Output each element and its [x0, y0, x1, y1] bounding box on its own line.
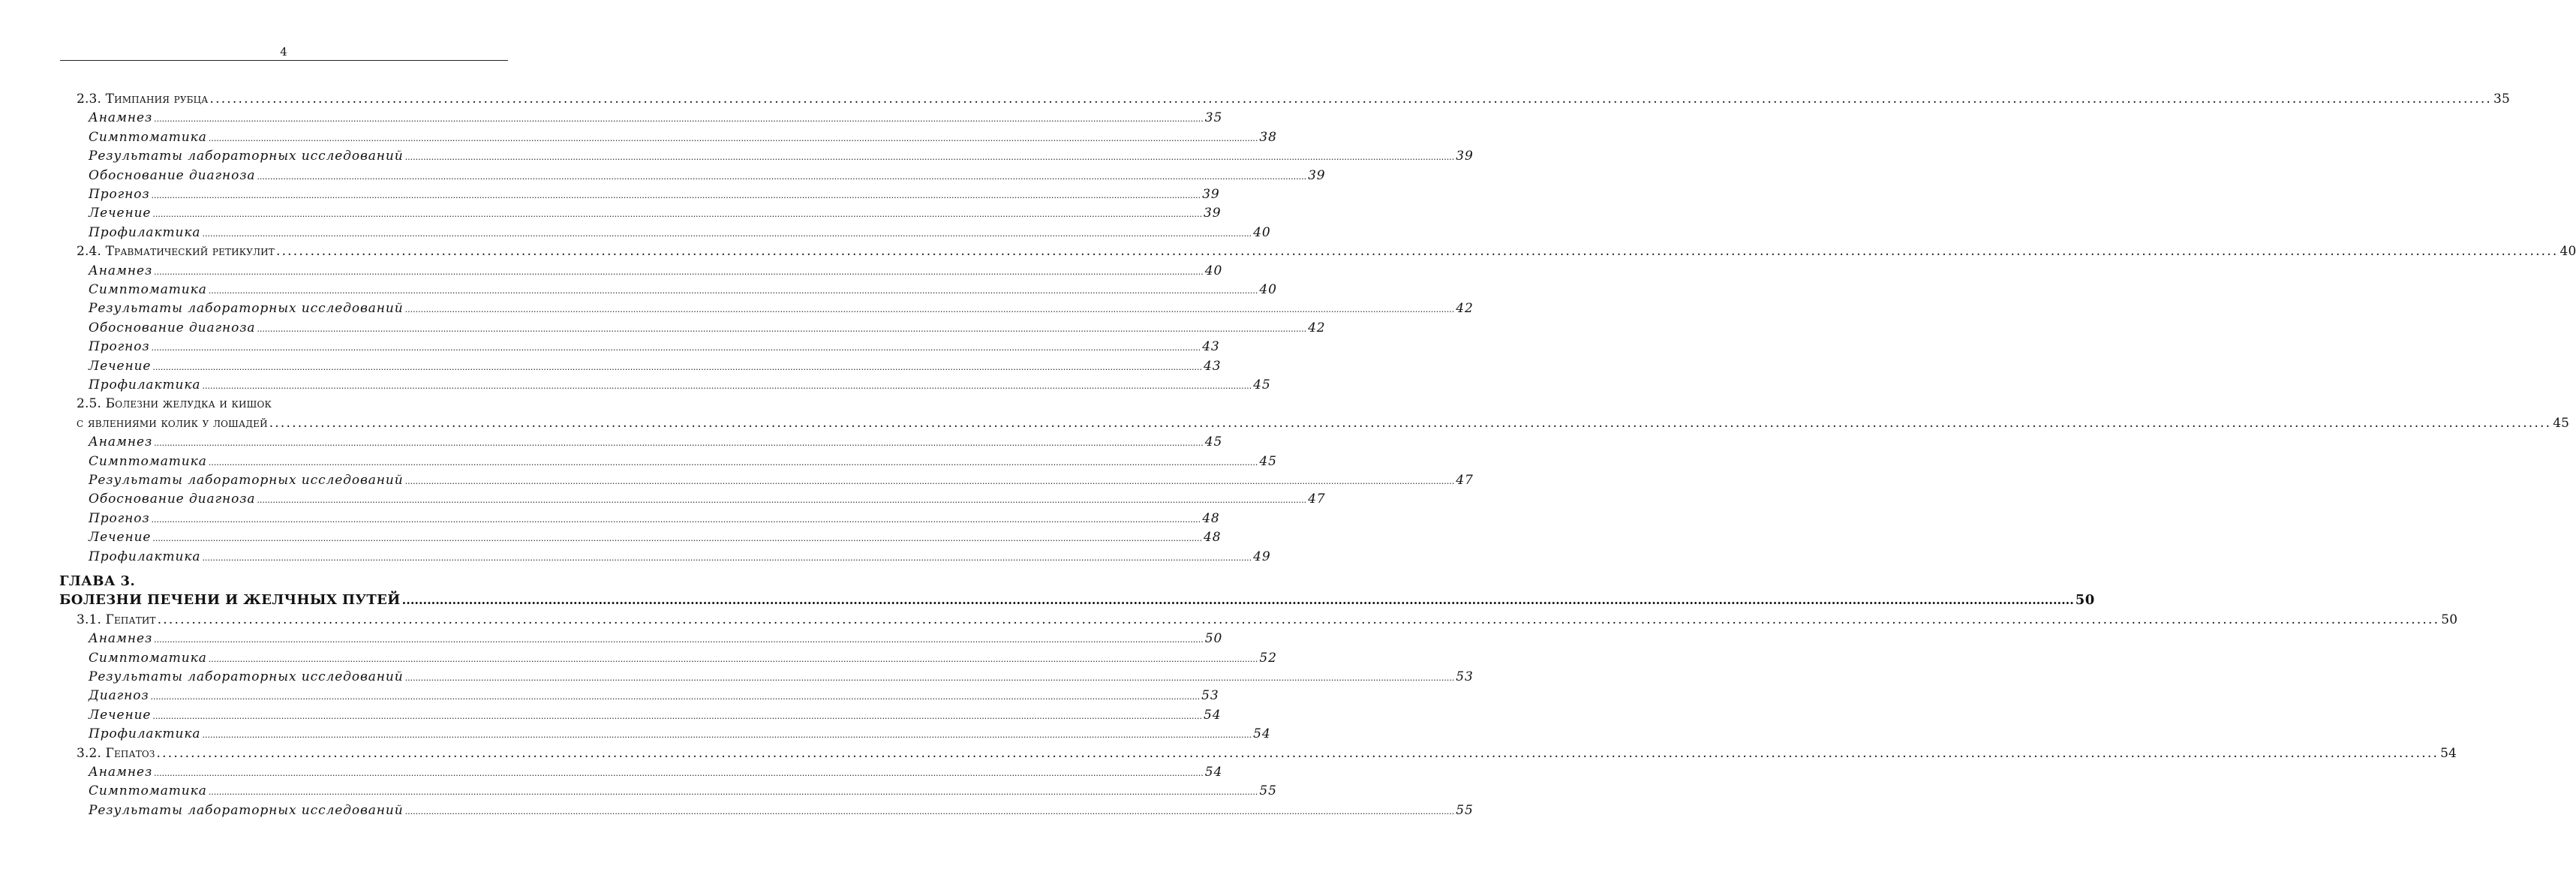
- dot-leader: ................................................................................................................................................................................................................................................................................................................................................................................................................: [152, 209, 1203, 220]
- toc-subsection-entry: [89, 800, 1474, 819]
- page-ref: 43: [1204, 358, 1222, 374]
- subsection-title: Симптоматика: [89, 783, 207, 799]
- dot-leader: ................................................................................................................................................................................................................................................................................................................................................................................................................: [401, 593, 2074, 608]
- subsection-title: Прогноз: [89, 187, 150, 202]
- toc-subsection-entry: [89, 527, 1222, 546]
- page-ref: 39: [1202, 187, 1220, 202]
- dot-leader: ................................................................................................................................................................................................................................................................................................................................................................................................................: [208, 133, 1258, 143]
- subsection-title: Профилактика: [89, 726, 201, 742]
- subsection-title: Лечение: [89, 206, 152, 221]
- subsection-title: Диагноз: [89, 688, 149, 704]
- subsection-title: Профилактика: [89, 224, 201, 240]
- toc-section-entry: [77, 241, 2576, 260]
- toc-subsection-entry: [89, 705, 1222, 723]
- page-ref: 50: [1204, 631, 1223, 647]
- section-heading: [77, 612, 156, 628]
- subsection-title: Симптоматика: [89, 129, 207, 145]
- toc-subsection-entry: [89, 146, 1474, 164]
- subsection-title: Прогноз: [89, 339, 150, 355]
- toc-subsection-entry: [89, 628, 1223, 647]
- subsection-title: Анамнез: [89, 631, 153, 647]
- toc-subsection-entry: [89, 279, 1277, 298]
- page-ref: 38: [1259, 129, 1277, 145]
- section-title: с явлениями колик у лошадей: [77, 415, 268, 431]
- dot-leader: ................................................................................................................................................................................................................................................................................................................................................................................................................: [202, 381, 1252, 391]
- subsection-title: Лечение: [89, 530, 152, 546]
- dot-leader: ................................................................................................................................................................................................................................................................................................................................................................................................................: [209, 92, 2493, 107]
- toc-section-entry: [77, 393, 505, 412]
- dot-leader: ................................................................................................................................................................................................................................................................................................................................................................................................................: [404, 477, 1455, 486]
- dot-leader: ................................................................................................................................................................................................................................................................................................................................................................................................................: [208, 654, 1258, 664]
- chapter-heading: [59, 571, 505, 590]
- section-title: Тимпания рубца: [105, 92, 209, 107]
- subsection-title: Результаты лабораторных исследований: [89, 301, 404, 317]
- page-ref: 42: [1308, 320, 1326, 335]
- dot-leader: ................................................................................................................................................................................................................................................................................................................................................................................................................: [152, 711, 1203, 721]
- subsection-title: Прогноз: [89, 510, 150, 526]
- toc-subsection-entry: [89, 107, 1223, 126]
- toc-subsection-entry: [89, 336, 1220, 355]
- dot-leader: ................................................................................................................................................................................................................................................................................................................................................................................................................: [202, 730, 1252, 741]
- dot-leader: ................................................................................................................................................................................................................................................................................................................................................................................................................: [156, 745, 2439, 761]
- toc-subsection-entry: [89, 723, 1271, 742]
- dot-leader: ................................................................................................................................................................................................................................................................................................................................................................................................................: [404, 305, 1455, 315]
- subsection-title: Обоснование диагноза: [89, 167, 256, 183]
- page-ref: 54: [1204, 707, 1222, 723]
- section-heading: [77, 395, 272, 412]
- dot-leader: ................................................................................................................................................................................................................................................................................................................................................................................................................: [152, 534, 1203, 544]
- dot-leader: ................................................................................................................................................................................................................................................................................................................................................................................................................: [151, 191, 1201, 200]
- page-ref: 45: [1259, 453, 1277, 469]
- toc-subsection-entry: [89, 508, 1220, 527]
- toc-subsection-entry: [89, 470, 1474, 489]
- dot-leader: ................................................................................................................................................................................................................................................................................................................................................................................................................: [202, 552, 1252, 563]
- dot-leader: ................................................................................................................................................................................................................................................................................................................................................................................................................: [275, 244, 2559, 260]
- toc-subsection-entry: [89, 356, 1222, 374]
- toc-subsection-entry: [89, 666, 1474, 685]
- toc-subsection-entry: [89, 317, 1326, 336]
- toc-subsection-entry: [89, 762, 1223, 780]
- page-ref: 55: [1456, 802, 1474, 818]
- section-heading: [77, 243, 275, 260]
- dot-leader: ................................................................................................................................................................................................................................................................................................................................................................................................................: [404, 673, 1455, 683]
- subsection-title: Результаты лабораторных исследований: [89, 473, 404, 488]
- toc-subsection-entry: [89, 780, 1277, 799]
- dot-leader: ................................................................................................................................................................................................................................................................................................................................................................................................................: [404, 806, 1455, 816]
- page-number: 4: [280, 45, 287, 59]
- section-heading: [77, 745, 155, 762]
- toc-subsection-entry: [89, 298, 1474, 317]
- section-title: Болезни желудка и кишок: [105, 396, 272, 412]
- page-ref: 39: [1456, 149, 1474, 164]
- page-ref: 35: [1204, 110, 1223, 126]
- section-heading: [77, 91, 209, 107]
- page-ref: 54: [2440, 745, 2457, 761]
- section-number: 2.5.: [77, 396, 102, 412]
- page-ref: 35: [2493, 92, 2510, 107]
- toc-subsection-entry: [89, 431, 1223, 450]
- toc-chapter-entry: [59, 590, 2095, 609]
- dot-leader: ................................................................................................................................................................................................................................................................................................................................................................................................................: [154, 114, 1204, 125]
- dot-leader: ................................................................................................................................................................................................................................................................................................................................................................................................................: [154, 768, 1204, 778]
- dot-leader: ................................................................................................................................................................................................................................................................................................................................................................................................................: [257, 495, 1307, 506]
- toc-section-entry: [77, 743, 2457, 762]
- page-ref: 40: [1259, 282, 1277, 297]
- dot-leader: ................................................................................................................................................................................................................................................................................................................................................................................................................: [269, 415, 2552, 431]
- page-ref: 40: [1204, 263, 1223, 278]
- page-ref: 45: [1253, 377, 1271, 392]
- page-ref: 42: [1456, 301, 1474, 317]
- toc-subsection-entry: [89, 203, 1222, 221]
- toc-subsection-entry: [89, 648, 1277, 666]
- page-ref: 39: [1308, 167, 1326, 183]
- subsection-title: Анамнез: [89, 765, 153, 780]
- page-ref: 45: [1204, 434, 1223, 450]
- subsection-title: Симптоматика: [89, 453, 207, 469]
- toc-subsection-entry: [89, 685, 1219, 704]
- subsection-title: Симптоматика: [89, 650, 207, 666]
- dot-leader: ................................................................................................................................................................................................................................................................................................................................................................................................................: [154, 635, 1204, 645]
- dot-leader: ................................................................................................................................................................................................................................................................................................................................................................................................................: [151, 514, 1201, 525]
- subsection-title: Анамнез: [89, 434, 153, 450]
- page-ref: 54: [1204, 765, 1223, 780]
- subsection-title: Результаты лабораторных исследований: [89, 669, 404, 684]
- page-ref: 55: [1259, 783, 1277, 799]
- dot-leader: ................................................................................................................................................................................................................................................................................................................................................................................................................: [404, 152, 1455, 163]
- toc-subsection-entry: [89, 127, 1277, 146]
- page-ref: 52: [1259, 650, 1277, 666]
- toc-subsection-entry: [89, 165, 1326, 184]
- toc-section-entry: [77, 413, 2570, 431]
- page-ref: 40: [2559, 244, 2576, 260]
- dot-leader: ................................................................................................................................................................................................................................................................................................................................................................................................................: [257, 171, 1307, 182]
- page-ref: 47: [1456, 473, 1474, 488]
- toc-subsection-entry: [89, 184, 1220, 203]
- page-ref: 47: [1308, 492, 1326, 507]
- subsection-title: Лечение: [89, 707, 152, 723]
- section-number: 2.4.: [77, 244, 102, 260]
- subsection-title: Результаты лабораторных исследований: [89, 802, 404, 818]
- subsection-title: Анамнез: [89, 110, 153, 126]
- section-heading: [77, 415, 268, 431]
- page-ref: 48: [1202, 510, 1220, 526]
- subsection-title: Результаты лабораторных исследований: [89, 149, 404, 164]
- subsection-title: Обоснование диагноза: [89, 320, 256, 335]
- dot-leader: ................................................................................................................................................................................................................................................................................................................................................................................................................: [154, 438, 1204, 449]
- dot-leader: ................................................................................................................................................................................................................................................................................................................................................................................................................: [208, 787, 1258, 798]
- subsection-title: Симптоматика: [89, 282, 207, 297]
- toc-subsection-entry: [89, 451, 1277, 470]
- toc-subsection-entry: [89, 260, 1223, 279]
- chapter-label: ГЛАВА 3.: [59, 573, 136, 589]
- page-ref: 53: [1201, 688, 1219, 704]
- section-number: 2.3.: [77, 92, 102, 107]
- page-ref: 49: [1253, 549, 1271, 564]
- page-ref: 45: [2553, 415, 2570, 431]
- subsection-title: Обоснование диагноза: [89, 492, 256, 507]
- page-ref: 53: [1456, 669, 1474, 684]
- dot-leader: ................................................................................................................................................................................................................................................................................................................................................................................................................: [150, 692, 1201, 702]
- dot-leader: ................................................................................................................................................................................................................................................................................................................................................................................................................: [151, 343, 1201, 353]
- section-title: Гепатит: [105, 612, 156, 627]
- toc-section-entry: [77, 609, 2458, 628]
- page-ref: 39: [1204, 206, 1222, 221]
- section-title: Гепатоз: [105, 745, 155, 761]
- subsection-title: Анамнез: [89, 263, 153, 278]
- toc-subsection-entry: [89, 374, 1271, 393]
- dot-leader: ................................................................................................................................................................................................................................................................................................................................................................................................................: [154, 266, 1204, 277]
- toc-subsection-entry: [89, 489, 1326, 507]
- toc-subsection-entry: [89, 546, 1271, 565]
- dot-leader: ................................................................................................................................................................................................................................................................................................................................................................................................................: [208, 286, 1258, 296]
- dot-leader: ................................................................................................................................................................................................................................................................................................................................................................................................................: [152, 362, 1203, 372]
- section-number: 3.1.: [77, 612, 102, 627]
- toc-subsection-entry: [89, 222, 1271, 241]
- subsection-title: Лечение: [89, 358, 152, 374]
- subsection-title: Профилактика: [89, 377, 201, 392]
- section-title: Травматический ретикулит: [105, 244, 275, 260]
- page-ref: 54: [1253, 726, 1271, 742]
- subsection-title: Профилактика: [89, 549, 201, 564]
- page-ref: 48: [1204, 530, 1222, 546]
- toc-section-entry: [77, 89, 2510, 107]
- section-number: 3.2.: [77, 745, 102, 761]
- dot-leader: ................................................................................................................................................................................................................................................................................................................................................................................................................: [157, 612, 2440, 627]
- dot-leader: ................................................................................................................................................................................................................................................................................................................................................................................................................: [208, 457, 1258, 468]
- dot-leader: ................................................................................................................................................................................................................................................................................................................................................................................................................: [202, 228, 1252, 239]
- page-ref: 50: [2075, 592, 2095, 609]
- page-ref: 43: [1202, 339, 1220, 355]
- chapter-title: БОЛЕЗНИ ПЕЧЕНИ И ЖЕЛЧНЫХ ПУТЕЙ: [59, 592, 401, 609]
- page-ref: 50: [2441, 612, 2458, 627]
- dot-leader: ................................................................................................................................................................................................................................................................................................................................................................................................................: [257, 323, 1307, 334]
- header-rule: [60, 60, 508, 61]
- page-ref: 40: [1253, 224, 1271, 240]
